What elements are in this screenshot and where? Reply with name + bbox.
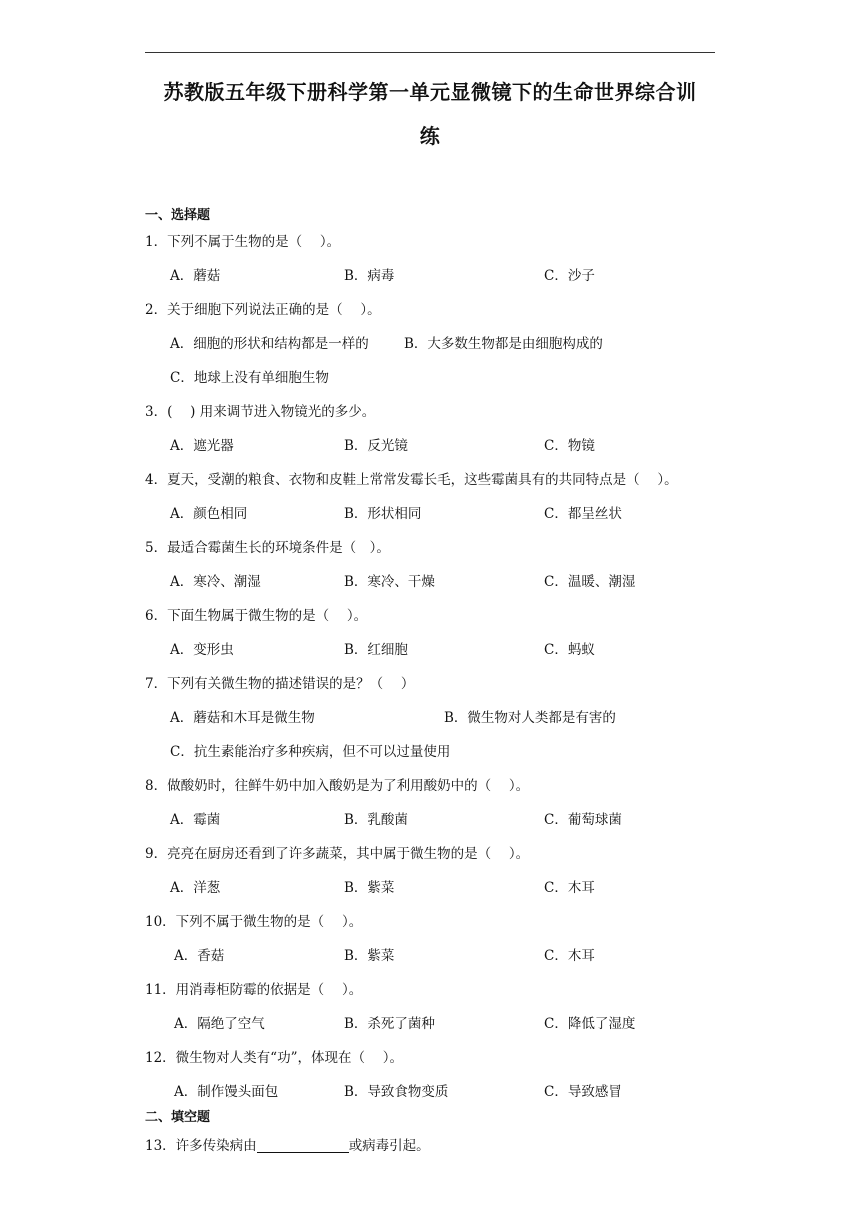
question-6-option-b: B．红细胞 bbox=[344, 642, 408, 658]
question-1-stem: 1．下列不属于生物的是（ ）。 bbox=[145, 234, 341, 250]
question-7-option-a: A．蘑菇和木耳是微生物 bbox=[170, 710, 315, 726]
question-10-option-c: C．木耳 bbox=[544, 948, 595, 964]
question-12-option-c: C．导致感冒 bbox=[544, 1084, 622, 1100]
question-8-option-a: A．霉菌 bbox=[170, 812, 221, 828]
question-10-option-b: B．紫菜 bbox=[344, 948, 395, 964]
question-7-option-b: B．微生物对人类都是有害的 bbox=[444, 710, 616, 726]
question-3-option-a: A．遮光器 bbox=[170, 438, 234, 454]
question-9-option-c: C．木耳 bbox=[544, 880, 595, 896]
question-13 bbox=[145, 1134, 430, 1154]
question-9-stem: 9．亮亮在厨房还看到了许多蔬菜，其中属于微生物的是（ ）。 bbox=[145, 846, 530, 862]
question-1-option-b: B．病毒 bbox=[344, 268, 395, 284]
question-5-option-b: B．寒冷、干燥 bbox=[344, 574, 435, 590]
question-11-option-c: C．降低了湿度 bbox=[544, 1016, 636, 1032]
question-12-option-b: B．导致食物变质 bbox=[344, 1084, 449, 1100]
question-7-option-c: C．抗生素能治疗多种疾病，但不可以过量使用 bbox=[170, 744, 451, 760]
header-rule bbox=[145, 52, 715, 53]
question-11-option-a: A．隔绝了空气 bbox=[174, 1016, 265, 1032]
question-7-stem: 7．下列有关微生物的描述错误的是？（ ） bbox=[145, 676, 415, 692]
question-4-option-c: C．都呈丝状 bbox=[544, 506, 622, 522]
question-8-option-c: C．葡萄球菌 bbox=[544, 812, 622, 828]
question-12-option-a: A．制作馒头面包 bbox=[174, 1084, 279, 1100]
question-5-option-a: A．寒冷、潮湿 bbox=[170, 574, 261, 590]
question-11-stem: 11．用消毒柜防霉的依据是（ ）。 bbox=[145, 982, 363, 998]
question-13-blank[interactable] bbox=[257, 1138, 349, 1153]
question-12-stem: 12．微生物对人类有“功”，体现在（ ）。 bbox=[145, 1050, 404, 1066]
question-5-option-c: C．温暖、潮湿 bbox=[544, 574, 636, 590]
question-2-option-a: A．细胞的形状和结构都是一样的 bbox=[170, 336, 369, 352]
title-line-2: 练 bbox=[419, 124, 441, 148]
question-13-text-before: 13．许多传染病由 bbox=[145, 1138, 257, 1154]
title-line-1: 苏教版五年级下册科学第一单元显微镜下的生命世界综合训 bbox=[163, 80, 697, 104]
section-heading-fill: 二、填空题 bbox=[145, 1110, 211, 1125]
document-title bbox=[145, 70, 715, 158]
question-10-option-a: A．香菇 bbox=[174, 948, 225, 964]
question-8-option-b: B．乳酸菌 bbox=[344, 812, 408, 828]
question-11-option-b: B．杀死了菌种 bbox=[344, 1016, 435, 1032]
question-4-option-b: B．形状相同 bbox=[344, 506, 422, 522]
question-5-stem: 5．最适合霉菌生长的环境条件是（ ）。 bbox=[145, 540, 390, 556]
question-6-option-a: A．变形虫 bbox=[170, 642, 234, 658]
question-3-stem: 3．( ) 用来调节进入物镜光的多少。 bbox=[145, 404, 376, 420]
question-6-option-c: C．蚂蚁 bbox=[544, 642, 595, 658]
question-2-option-c: C．地球上没有单细胞生物 bbox=[170, 370, 329, 386]
question-2-stem: 2．关于细胞下列说法正确的是（ ）。 bbox=[145, 302, 381, 318]
question-2-option-b: B．大多数生物都是由细胞构成的 bbox=[404, 336, 603, 352]
question-8-stem: 8．做酸奶时，往鲜牛奶中加入酸奶是为了利用酸奶中的（ ）。 bbox=[145, 778, 530, 794]
section-heading-choice: 一、选择题 bbox=[145, 208, 211, 223]
question-10-stem: 10．下列不属于微生物的是（ ）。 bbox=[145, 914, 363, 930]
question-4-stem: 4．夏天，受潮的粮食、衣物和皮鞋上常常发霉长毛，这些霉菌具有的共同特点是（ ）。 bbox=[145, 472, 678, 488]
question-3-option-b: B．反光镜 bbox=[344, 438, 408, 454]
question-9-option-a: A．洋葱 bbox=[170, 880, 221, 896]
question-3-option-c: C．物镜 bbox=[544, 438, 595, 454]
question-4-option-a: A．颜色相同 bbox=[170, 506, 248, 522]
question-13-text-after: 或病毒引起。 bbox=[348, 1138, 430, 1154]
question-1-option-c: C．沙子 bbox=[544, 268, 595, 284]
question-6-stem: 6．下面生物属于微生物的是（ ）。 bbox=[145, 608, 368, 624]
question-1-option-a: A．蘑菇 bbox=[170, 268, 221, 284]
question-9-option-b: B．紫菜 bbox=[344, 880, 395, 896]
